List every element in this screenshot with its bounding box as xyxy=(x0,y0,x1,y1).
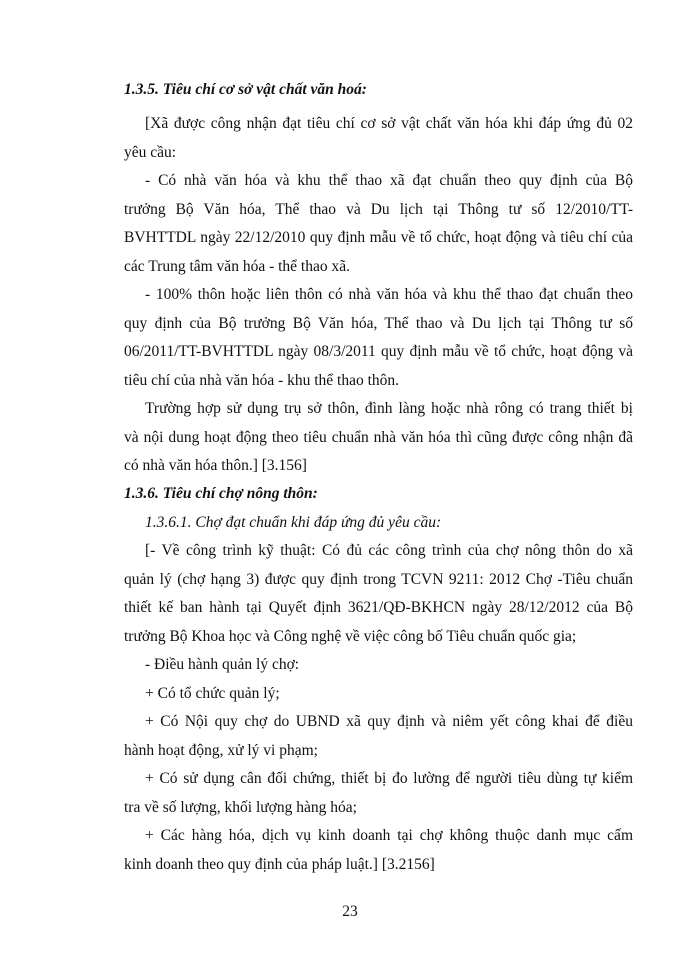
section-135-line-8: quy định của Bộ trưởng Bộ Văn hóa, Thể thao và Du lịch tại Thông tư số xyxy=(124,315,633,332)
section-136-line-12: kinh doanh theo quy định của pháp luật.] [3.2156] xyxy=(124,856,435,873)
section-136-line-3: thiết kế ban hành tại Quyết định 3621/QĐ-BKHCN ngày 28/12/2012 của Bộ xyxy=(124,599,633,616)
page-number: 23 xyxy=(342,903,358,920)
section-136-line-5: - Điều hành quản lý chợ: xyxy=(145,656,300,673)
section-135-line-13: có nhà văn hóa thôn.] [3.156] xyxy=(124,457,307,474)
section-135-line-9: 06/2011/TT-BVHTTDL ngày 08/3/2011 quy định mẫu về tổ chức, hoạt động và xyxy=(124,343,633,360)
section-136-line-6: + Có tổ chức quản lý; xyxy=(145,685,280,702)
section-136-line-4: trưởng Bộ Khoa học và Công nghệ về việc công bố Tiêu chuẩn quốc gia; xyxy=(124,628,577,645)
section-135-line-3: - Có nhà văn hóa và khu thể thao xã đạt chuẩn theo quy định của Bộ xyxy=(145,172,633,189)
section-136-line-11: + Các hàng hóa, dịch vụ kinh doanh tại chợ không thuộc danh mục cấm xyxy=(145,827,633,844)
section-135-line-4: trưởng Bộ Văn hóa, Thể thao và Du lịch tại Thông tư số 12/2010/TT- xyxy=(124,201,633,218)
section-136-subheading: 1.3.6.1. Chợ đạt chuẩn khi đáp ứng đủ yêu cầu: xyxy=(145,514,442,531)
section-135-heading: 1.3.5. Tiêu chí cơ sở vật chất văn hoá: xyxy=(124,81,367,98)
section-136-line-7: + Có Nội quy chợ do UBND xã quy định và niêm yết công khai để điều xyxy=(145,713,633,730)
section-135-line-1: [Xã được công nhận đạt tiêu chí cơ sở vật chất văn hóa khi đáp ứng đủ 02 xyxy=(145,115,633,132)
section-135-line-11: Trường hợp sử dụng trụ sở thôn, đình làng hoặc nhà rông có trang thiết bị xyxy=(145,400,633,417)
section-136-line-10: tra về số lượng, khối lượng hàng hóa; xyxy=(124,799,357,816)
section-136-line-2: quản lý (chợ hạng 3) được quy định trong TCVN 9211: 2012 Chợ -Tiêu chuẩn xyxy=(124,571,633,588)
section-135-line-6: các Trung tâm văn hóa - thể thao xã. xyxy=(124,258,350,275)
section-135-line-7: - 100% thôn hoặc liên thôn có nhà văn hóa và khu thể thao đạt chuẩn theo xyxy=(145,286,633,303)
section-136-line-8: hành hoạt động, xử lý vi phạm; xyxy=(124,742,318,759)
section-136-heading: 1.3.6. Tiêu chí chợ nông thôn: xyxy=(124,485,318,502)
section-136-line-9: + Có sử dụng cân đối chứng, thiết bị đo lường để người tiêu dùng tự kiểm xyxy=(145,770,633,787)
section-136-line-1: [- Về công trình kỹ thuật: Có đủ các công trình của chợ nông thôn do xã xyxy=(145,542,633,559)
section-135-line-12: và nội dung hoạt động theo tiêu chuẩn nhà văn hóa thì cũng được công nhận đã xyxy=(124,429,633,446)
section-135-line-10: tiêu chí của nhà văn hóa - khu thể thao thôn. xyxy=(124,372,400,389)
section-135-line-5: BVHTTDL ngày 22/12/2010 quy định mẫu về tổ chức, hoạt động và tiêu chí của xyxy=(124,229,633,246)
section-135-line-2: yêu cầu: xyxy=(124,144,177,161)
